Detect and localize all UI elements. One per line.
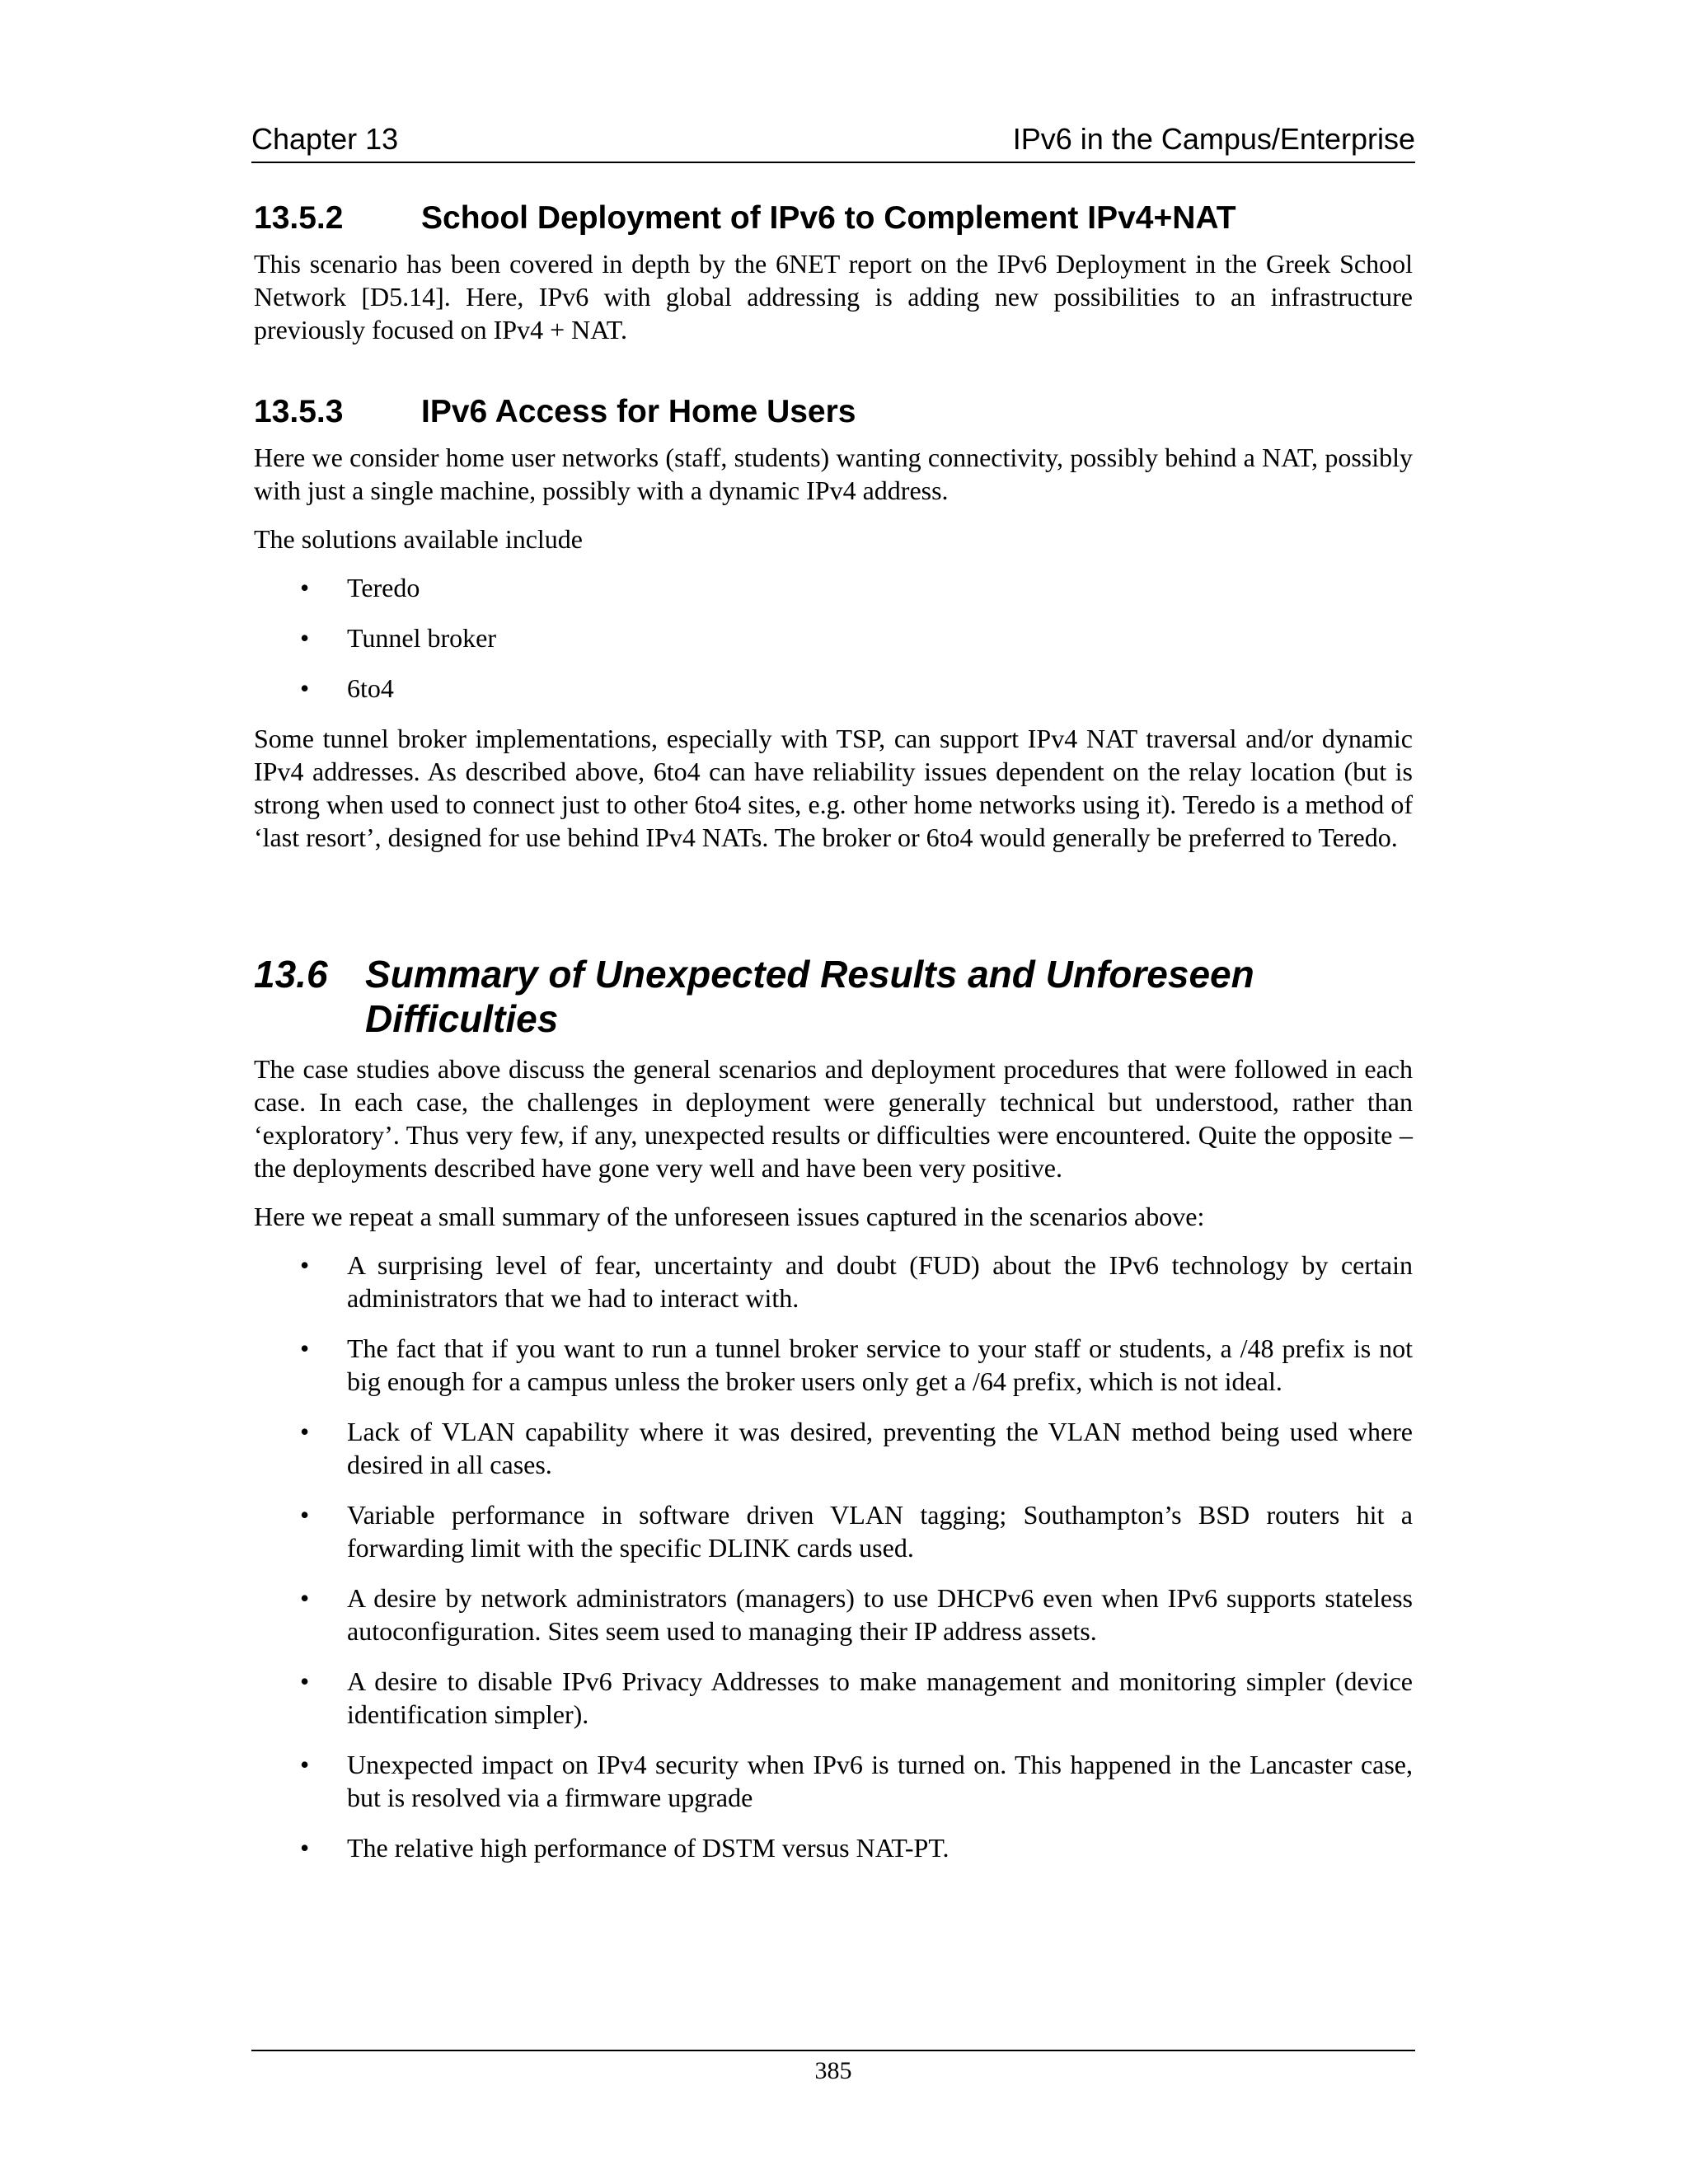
page-content [254, 199, 1413, 1882]
bullet-icon: • [300, 1333, 310, 1363]
section-title: School Deployment of IPv6 to Complement IPv4+NAT [421, 200, 1236, 236]
header-chapter: Chapter 13 [251, 122, 399, 156]
list-item: • Tunnel broker [300, 623, 497, 653]
issues-list [254, 1249, 1413, 1864]
section-number: 13.6 [254, 953, 328, 996]
paragraph: This scenario has been covered in depth by the 6NET report on the IPv6 Deployment in the Greek School Network [D5.14]. Here, IPv6 with global addressing is adding new possibilities to an infrastructure previously focused on IPv4 + NAT. [254, 249, 1413, 344]
bullet-icon: • [300, 1500, 310, 1530]
list-item: • The relative high performance of DSTM versus NAT-PT. [300, 1833, 950, 1863]
bullet-icon: • [300, 623, 310, 653]
bullet-icon: • [300, 1666, 310, 1696]
section-title: IPv6 Access for Home Users [421, 394, 856, 429]
bullet-icon: • [300, 1583, 310, 1613]
list-item: • Variable performance in software driven VLAN tagging; Southampton’s BSD routers hit a forwarding limit with the specific DLINK cards used. [300, 1500, 1413, 1563]
section-heading-13-6 [254, 952, 1413, 1041]
paragraph: Some tunnel broker implementations, especially with TSP, can support IPv4 NAT traversal and/or dynamic IPv4 addresses. As described above, 6to4 can have reliability issues dependent on the relay location (but is strong when used to connect just to other 6to4 sites, e.g. other home networks using it). Teredo is a method of ‘last resort’, designed for use behind IPv4 NATs. The broker or 6to4 would generally be preferred to Teredo. [254, 724, 1413, 852]
paragraph: The solutions available include [254, 524, 583, 554]
list-item: • A desire by network administrators (managers) to use DHCPv6 even when IPv6 supports stateless autoconfiguration. Sites seem used to managing their IP address assets. [300, 1583, 1413, 1646]
solutions-list [254, 571, 1413, 705]
bullet-icon: • [300, 1750, 310, 1779]
list-item: • Lack of VLAN capability where it was desired, preventing the VLAN method being used where desired in all cases. [300, 1417, 1413, 1479]
bullet-icon: • [300, 1417, 310, 1446]
list-item: • A desire to disable IPv6 Privacy Addresses to make management and monitoring simpler (device identification simpler). [300, 1666, 1413, 1729]
section-heading-13-5-2 [254, 199, 1413, 237]
bullet-icon: • [300, 1250, 310, 1280]
running-header [251, 122, 1415, 163]
list-item: • Unexpected impact on IPv4 security when IPv6 is turned on. This happened in the Lancaster case, but is resolved via a firmware upgrade [300, 1750, 1413, 1812]
bullet-icon: • [300, 673, 310, 703]
section-heading-13-5-3 [254, 393, 1413, 431]
list-item: • 6to4 [300, 673, 394, 703]
paragraph: Here we consider home user networks (staff, students) wanting connectivity, possibly behind a NAT, possibly with just a single machine, possibly with a dynamic IPv4 address. [254, 443, 1413, 505]
running-footer [251, 2050, 1415, 2086]
bullet-icon: • [300, 1833, 310, 1863]
header-title: IPv6 in the Campus/Enterprise [1012, 122, 1415, 156]
bullet-icon: • [300, 573, 310, 602]
list-item: • The fact that if you want to run a tunnel broker service to your staff or students, a /48 prefix is not big enough for a campus unless the broker users only get a /64 prefix, which is not ideal. [300, 1333, 1413, 1396]
paragraph: The case studies above discuss the general scenarios and deployment procedures that were followed in each case. In each case, the challenges in deployment were generally technical but understood, rather than ‘exploratory’. Thus very few, if any, unexpected results or difficulties were encountered. Quite the opposite – the deployments described have gone very well and have been very positive. [254, 1054, 1413, 1183]
list-item: • Teredo [300, 573, 420, 602]
section-number: 13.5.2 [254, 200, 344, 236]
section-number: 13.5.3 [254, 394, 344, 429]
section-title: Summary of Unexpected Results and Unforeseen Difficulties [365, 953, 1254, 1040]
page-number: 385 [814, 2057, 852, 2084]
paragraph: Here we repeat a small summary of the unforeseen issues captured in the scenarios above: [254, 1202, 1205, 1231]
list-item: • A surprising level of fear, uncertainty and doubt (FUD) about the IPv6 technology by certain administrators that we had to interact with. [300, 1250, 1413, 1313]
